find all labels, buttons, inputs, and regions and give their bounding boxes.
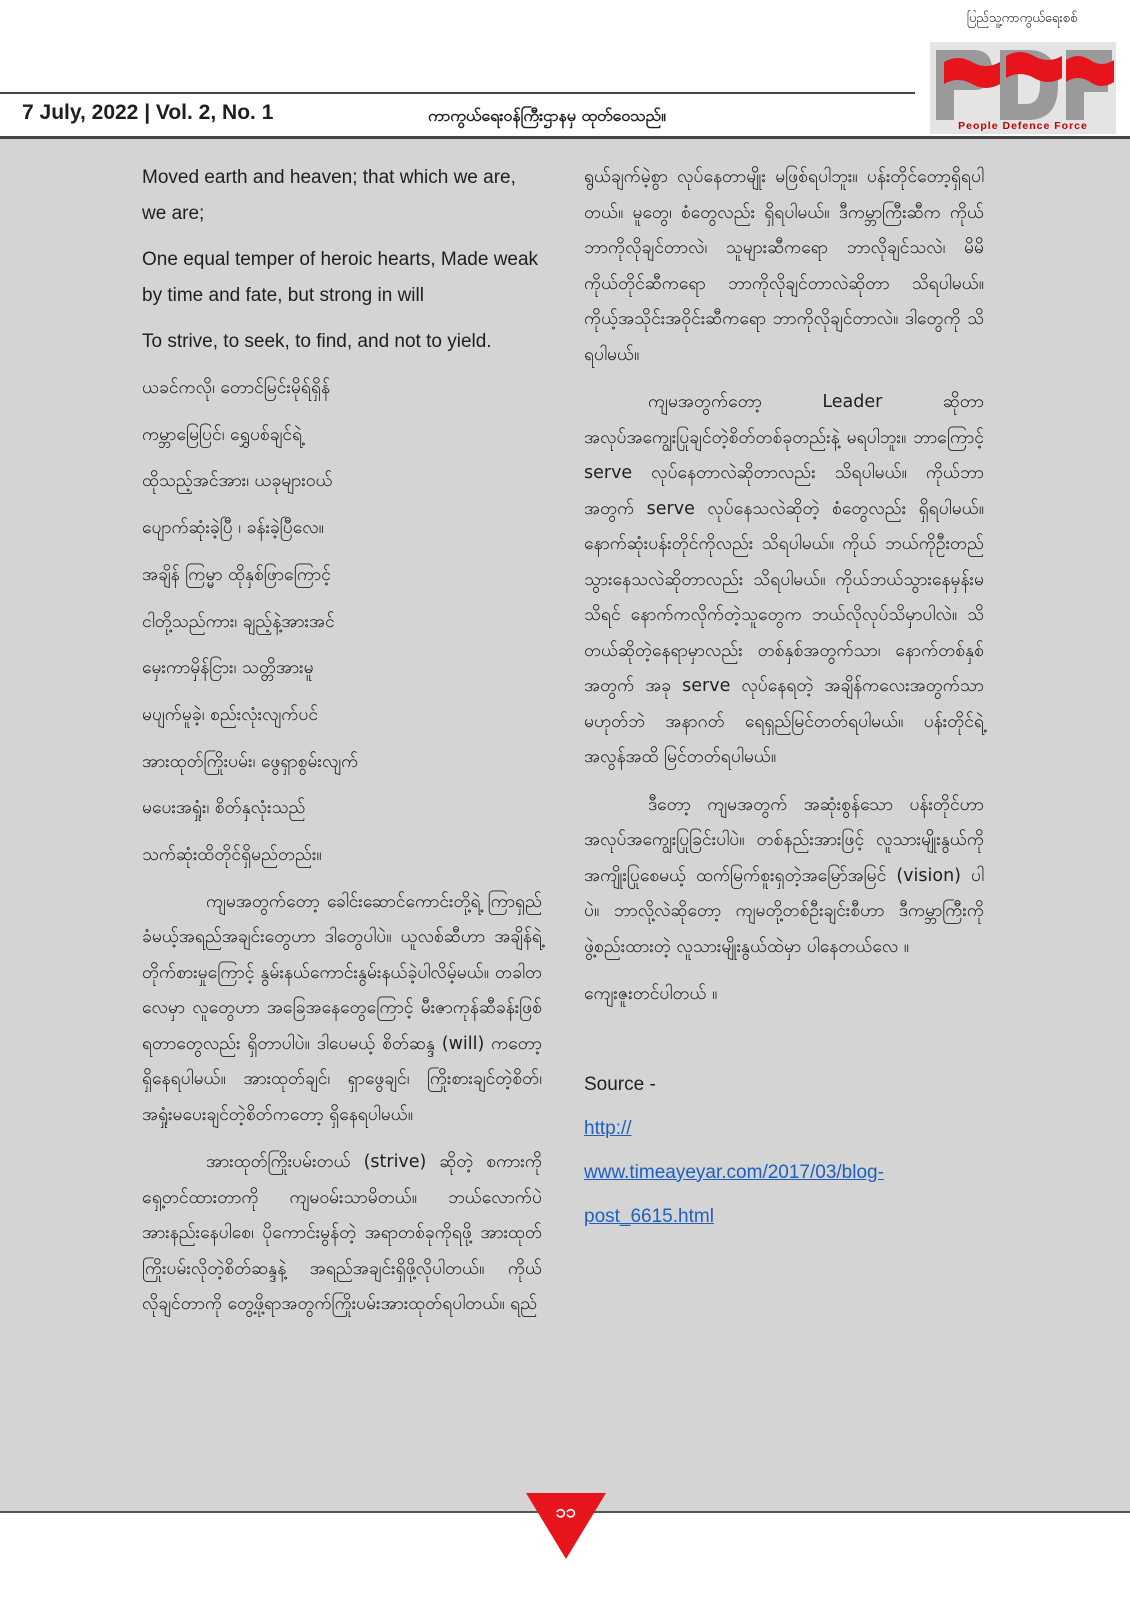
logo-caption: People Defence Force	[958, 120, 1088, 132]
left-column	[142, 160, 542, 1335]
logo-box	[930, 42, 1116, 134]
poem-line: မှေးကာမှိန်ငြား၊ သတ္တိအားမူ	[142, 658, 314, 679]
page-header	[0, 0, 1130, 140]
issue-line: 7 July, 2022 | Vol. 2, No. 1	[22, 101, 274, 124]
poem-line: သက်ဆုံးထိတိုင်ရှိမည်တည်း။	[142, 844, 322, 865]
page-number: ၁၁	[555, 1501, 577, 1522]
body-paragraph: ကျမအတွက်တော့ Leader ဆိုတာ အလုပ်အကျွေးပြုချင်တဲ့စိတ်တစ်ခုတည်းနဲ့ မရပါဘူး။ ဘာကြောင့် serve လုပ်နေတာလဲဆိုတာလည်း သိရပါမယ်။ ကိုယ်ဘာအတွက် serve လုပ်နေသလဲဆိုတဲ့ စံတွေလည်း ရှိရပါမယ်။ နောက်ဆုံးပန်းတိုင်ကိုလည်း သိရပါမယ်။ ကိုယ် ဘယ်ကိုဦးတည်သွားနေသလဲဆိုတာလည်း သိရပါမယ်။ ကိုယ်ဘယ်သွားနေမှန်းမသိရင် နောက်ကလိုက်တဲ့သူတွေက ဘယ်လိုလုပ်သိမှာပါလဲ။ သိတယ်ဆိုတဲ့နေရာမှာလည်း တစ်နှစ်အတွက်သာ၊ နောက်တစ်နှစ်အတွက် အခု serve လုပ်နေရတဲ့ အချိန်ကလေးအတွက်သာ မဟုတ်ဘဲ အနာဂတ် ရေရှည်မြင်တတ်ရပါမယ်။ ပန်းတိုင်ရဲ့ အလွန်အထိ မြင်တတ်ရပါမယ်။	[584, 392, 984, 767]
body-paragraph: ကျမအတွက်တော့ ခေါင်းဆောင်ကောင်းတို့ရဲ့ ကြာရှည်ခံမယ့်အရည်အချင်းတွေဟာ ဒါတွေပါပဲ။ ယူလစ်ဆီဟာ အချိန်ရဲ့ တိုက်စားမှုကြောင့် နွမ်းနယ်ကောင်းနွမ်းနယ်ခဲ့ပါလိမ့်မယ်။ တခါတလေမှာ လူတွေဟာ အခြေအနေတွေကြောင့် မီးဇာကုန်ဆီခန်းဖြစ်ရတာတွေလည်း ရှိတာပါပဲ။ ဒါပေမယ့် စိတ်ဆန္ဒ (will) ကတော့ ရှိနေရပါမယ်။ အားထုတ်ချင်၊ ရှာဖွေချင်၊ ကြိုးစားချင်တဲ့စိတ်၊ အရှုံးမပေးချင်တဲ့စိတ်ကတော့ ရှိနေရပါမယ်။	[142, 891, 542, 1125]
issued-by-line: ကာကွယ်ရေးဝန်ကြီးဌာနမှ ထုတ်ဝေသည်။	[428, 106, 666, 125]
source-link-part[interactable]: www.timeayeyar.com/2017/03/blog-	[584, 1161, 884, 1183]
poem-line: မပျက်မူခဲ့၊ စည်းလုံးလျက်ပင်	[142, 704, 319, 725]
verse-line: Moved earth and heaven; that which we are, we are;	[142, 167, 516, 224]
poem-line: ကမ္ဘာမြေပြင်၊ ရွှေပစ်ချင်ရဲ့	[142, 424, 303, 445]
poem-line: ပျောက်ဆုံးခဲ့ပြီ ၊ ခန်းခဲ့ပြီလေ။	[142, 518, 324, 539]
poem-line: ထိုသည့်အင်အား၊ ယခုများဝယ်	[142, 471, 333, 492]
pdf-logo	[922, 6, 1122, 136]
body-paragraph: ဒီတော့ ကျမအတွက် အဆုံးစွန်သော ပန်းတိုင်ဟာ အလုပ်အကျွေးပြုခြင်းပါပဲ။ တစ်နည်းအားဖြင့် လူသားမျိုးနွယ်ကို အကျိုးပြုစေမယ့် ထက်မြက်စူးရှတဲ့အမြော်အမြင် (vision) ပါပဲ။ ဘာလို့လဲဆိုတော့ ကျမတို့တစ်ဦးချင်းစီဟာ ဒီကမ္ဘာကြီးကို ဖွဲ့စည်းထားတဲ့ လူသားမျိုးနွယ်ထဲမှာ ပါနေတယ်လေ ။	[584, 794, 984, 957]
thanks-line: ကျေးဇူးတင်ပါတယ် ။	[584, 984, 718, 1004]
poem-line: မပေးအရှုံး၊ စိတ်နှလုံးသည်	[142, 798, 306, 819]
poem-line: ယခင်ကလို၊ တောင်မြင်းမိုရ်ရှိန်	[142, 378, 331, 399]
page-number-tab	[524, 1491, 608, 1561]
poem-line: ငါတို့သည်ကား၊ ချည့်နဲ့အားအင်	[142, 611, 335, 632]
poem-line: အချိန် ကြမ္မာ ထိုနှစ်ဖြာကြောင့်	[142, 564, 331, 585]
poem-line: အားထုတ်ကြိုးပမ်း၊ ဖွေရှာစွမ်းလျက်	[142, 751, 359, 772]
verse-line: One equal temper of heroic hearts, Made weak by time and fate, but strong in will	[142, 249, 539, 306]
logo-script-title: ပြည်သူ့ကာကွယ်ရေးစစ်	[966, 11, 1078, 26]
header-top-rule	[0, 92, 915, 94]
source-link-part[interactable]: post_6615.html	[584, 1205, 714, 1227]
body-paragraph: အားထုတ်ကြိုးပမ်းတယ် (strive) ဆိုတဲ့ စကားကိုရှေ့တင်ထားတာကို ကျမဝမ်းသာမိတယ်။ ဘယ်လောက်ပဲ အားနည်းနေပါစေ၊ ပိုကောင်းမွန်တဲ့ အရာတစ်ခုကိုရဖို့ အားထုတ်ကြိုးပမ်းလိုတဲ့စိတ်ဆန္ဒနဲ့ အရည်အချင်းရှိဖို့လိုပါတယ်။ ကိုယ်လိုချင်တာကို တွေ့ဖို့ရာအတွက်ကြိုးပမ်းအားထုတ်ရပါတယ်။ ရည်	[142, 1152, 542, 1315]
source-link-part[interactable]: http://	[584, 1117, 632, 1139]
right-column	[584, 160, 984, 1239]
verse-line: To strive, to seek, to find, and not to yield.	[142, 331, 492, 353]
source-label: Source -	[584, 1073, 656, 1095]
myanmar-poem	[142, 371, 542, 873]
body-paragraph: ရွယ်ချက်မဲ့စွာ လုပ်နေတာမျိုး မဖြစ်ရပါဘူး။ ပန်းတိုင်တော့ရှိရပါတယ်။ မူတွေ၊ စံတွေလည်း ရှိရပါမယ်။ ဒီကမ္ဘာကြီးဆီက ကိုယ် ဘာကိုလိုချင်တာလဲ၊ သူများဆီကရော ဘာလိုချင်သလဲ၊ မိမိကိုယ်တိုင်ဆီကရော ဘာကိုလိုချင်တာလဲဆိုတာ သိရပါမယ်။ ကိုယ့်အသိုင်းအဝိုင်းဆီကရော ဘာကိုလိုချင်တာလဲ။ ဒါတွေကို သိရပါမယ်။	[584, 167, 984, 365]
